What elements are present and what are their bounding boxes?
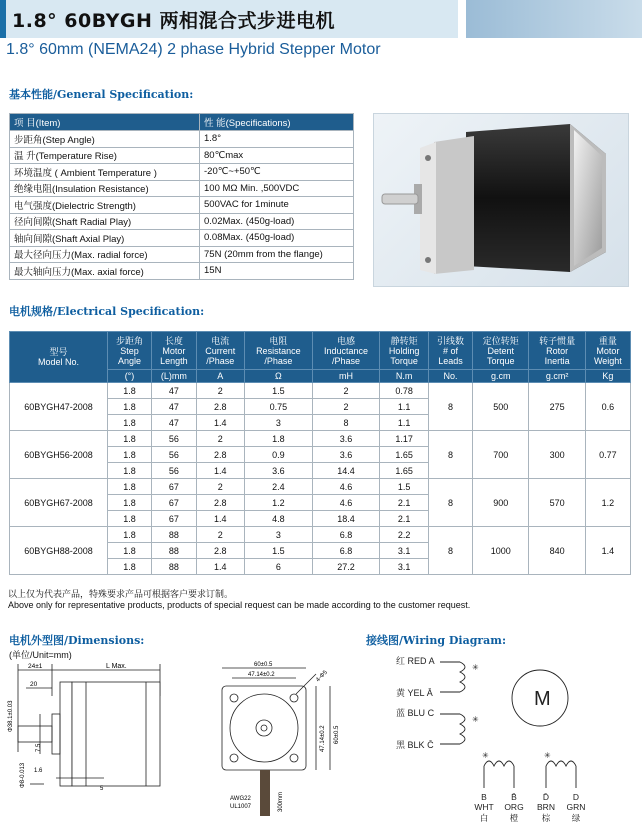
dim-ul: UL1007 bbox=[230, 804, 252, 810]
general-item-cell: 温 升(Temperature Rise) bbox=[10, 147, 200, 164]
bottom-sig-d: D bbox=[572, 792, 580, 802]
electrical-unit-cell: (L)mm bbox=[151, 370, 196, 383]
general-item-cell: 电气强度(Dielectric Strength) bbox=[10, 197, 200, 214]
bottom-cn-brn: 棕 bbox=[541, 813, 551, 823]
electrical-header-cell bbox=[108, 332, 152, 370]
electrical-header-line: /Phase bbox=[332, 355, 361, 366]
general-value-cell: 75N (20mm from the flange) bbox=[200, 246, 354, 263]
electrical-value-cell: 2.8 bbox=[196, 447, 244, 463]
wiring-dot-4: ✳ bbox=[544, 751, 551, 760]
electrical-value-cell: 1.1 bbox=[380, 415, 429, 431]
electrical-value-cell: 67 bbox=[151, 479, 196, 495]
model-header-en: Model No. bbox=[37, 357, 80, 367]
electrical-header-row bbox=[10, 332, 631, 370]
dimensions-heading: 电机外型图/Dimensions: bbox=[9, 634, 145, 647]
electrical-value-cell: 1.8 bbox=[108, 479, 152, 495]
bottom-en-org: ORG bbox=[504, 802, 524, 812]
lead-blu: 蓝 BLU C bbox=[396, 708, 435, 718]
electrical-header-line: 静转矩 bbox=[390, 335, 418, 346]
dim-h4714: 47.14±0.2 bbox=[320, 725, 326, 752]
electrical-header-line: 引线数 bbox=[437, 335, 465, 346]
electrical-value-cell: 1.8 bbox=[108, 415, 152, 431]
page-title: 1.8° 60BYGH 两相混合式步进电机 bbox=[12, 9, 336, 32]
lead-red: 红 RED A bbox=[396, 656, 435, 666]
dim-phi8: Φ8-0.013 bbox=[20, 762, 26, 788]
electrical-value-cell: 1.8 bbox=[108, 463, 152, 479]
electrical-header-line: Step bbox=[120, 345, 139, 356]
electrical-value-cell: 56 bbox=[151, 431, 196, 447]
electrical-value-cell: 2.8 bbox=[196, 543, 244, 559]
electrical-value-cell: 2 bbox=[312, 383, 379, 399]
electrical-header-cell bbox=[196, 332, 244, 370]
electrical-unit-cell: N.m bbox=[380, 370, 429, 383]
model-inertia-cell: 300 bbox=[529, 431, 585, 479]
general-value-cell: 500VAC for 1minute bbox=[200, 197, 354, 214]
electrical-header-line: Inertia bbox=[544, 355, 570, 366]
dim-w60: 60±0.5 bbox=[254, 662, 273, 668]
electrical-header-line: 定位转矩 bbox=[482, 335, 519, 346]
electrical-value-cell: 1.8 bbox=[108, 447, 152, 463]
general-spec-row bbox=[10, 164, 354, 181]
general-value-cell: 100 MΩ Min. ,500VDC bbox=[200, 180, 354, 197]
general-header-spec: 性 能(Specifications) bbox=[200, 114, 354, 131]
electrical-header-cell bbox=[380, 332, 429, 370]
electrical-value-cell: 4.6 bbox=[312, 479, 379, 495]
electrical-header-line: /Phase bbox=[264, 355, 293, 366]
electrical-value-cell: 2 bbox=[196, 431, 244, 447]
electrical-header-cell bbox=[585, 332, 630, 370]
bottom-cn-org: 橙 bbox=[509, 813, 519, 823]
electrical-value-cell: 1.17 bbox=[380, 431, 429, 447]
lead-yel: 黄 YEL Ā bbox=[396, 688, 433, 698]
electrical-value-cell: 1.4 bbox=[196, 511, 244, 527]
electrical-value-cell: 88 bbox=[151, 527, 196, 543]
electrical-unit-cell: g.cm² bbox=[529, 370, 585, 383]
motor-illustration bbox=[374, 114, 630, 288]
model-detent-cell: 1000 bbox=[473, 527, 529, 575]
model-inertia-cell: 570 bbox=[529, 479, 585, 527]
title-decor bbox=[466, 0, 642, 38]
electrical-unit-cell: Ω bbox=[244, 370, 312, 383]
bottom-en-brn: BRN bbox=[537, 802, 555, 812]
electrical-header-cell bbox=[312, 332, 379, 370]
general-item-cell: 环境温度 ( Ambient Temperature ) bbox=[10, 164, 200, 181]
electrical-header-line: # of bbox=[443, 345, 459, 356]
lead-blk: 黑 BLK C̄ bbox=[396, 740, 434, 750]
electrical-value-cell: 6 bbox=[244, 559, 312, 575]
electrical-value-cell: 1.5 bbox=[380, 479, 429, 495]
electrical-header-line: Length bbox=[160, 355, 188, 366]
electrical-value-cell: 0.9 bbox=[244, 447, 312, 463]
electrical-value-cell: 2 bbox=[196, 479, 244, 495]
electrical-value-cell: 2.2 bbox=[380, 527, 429, 543]
electrical-value-cell: 1.8 bbox=[108, 511, 152, 527]
general-spec-row bbox=[10, 213, 354, 230]
general-spec-row bbox=[10, 131, 354, 148]
model-cell: 60BYGH67-2008 bbox=[10, 479, 108, 527]
electrical-header-line: 转子惯量 bbox=[539, 335, 576, 346]
electrical-value-cell: 0.78 bbox=[380, 383, 429, 399]
general-item-cell: 径向间隙(Shaft Radial Play) bbox=[10, 213, 200, 230]
model-cell: 60BYGH88-2008 bbox=[10, 527, 108, 575]
model-weight-cell: 1.2 bbox=[585, 479, 630, 527]
electrical-value-cell: 88 bbox=[151, 559, 196, 575]
page-subtitle: 1.8° 60mm (NEMA24) 2 phase Hybrid Stepper Motor bbox=[6, 41, 381, 58]
electrical-value-cell: 6.8 bbox=[312, 527, 379, 543]
electrical-value-cell: 3 bbox=[244, 415, 312, 431]
electrical-header-line: Rotor bbox=[546, 345, 569, 356]
electrical-value-cell: 0.75 bbox=[244, 399, 312, 415]
electrical-row bbox=[10, 383, 631, 399]
electrical-value-cell: 3 bbox=[244, 527, 312, 543]
electrical-value-cell: 1.8 bbox=[108, 543, 152, 559]
dim-16: 1.6 bbox=[34, 768, 43, 774]
model-weight-cell: 0.6 bbox=[585, 383, 630, 431]
electrical-value-cell: 67 bbox=[151, 511, 196, 527]
electrical-value-cell: 2 bbox=[312, 399, 379, 415]
electrical-header-line: 电阻 bbox=[269, 335, 288, 346]
model-weight-cell: 0.77 bbox=[585, 431, 630, 479]
electrical-value-cell: 1.1 bbox=[380, 399, 429, 415]
bottom-cn-wht: 白 bbox=[479, 813, 489, 823]
electrical-spec-body bbox=[10, 383, 631, 575]
electrical-value-cell: 88 bbox=[151, 543, 196, 559]
dimension-drawing bbox=[0, 660, 360, 824]
electrical-header-line: Current bbox=[205, 345, 236, 356]
bottom-sig-b: B bbox=[481, 792, 487, 802]
model-detent-cell: 500 bbox=[473, 383, 529, 431]
general-value-cell: 15N bbox=[200, 263, 354, 280]
electrical-value-cell: 3.1 bbox=[380, 559, 429, 575]
general-spec-row bbox=[10, 147, 354, 164]
electrical-value-cell: 1.8 bbox=[108, 527, 152, 543]
electrical-header-line: 重量 bbox=[598, 335, 617, 346]
electrical-value-cell: 4.8 bbox=[244, 511, 312, 527]
electrical-value-cell: 1.8 bbox=[108, 399, 152, 415]
electrical-value-cell: 1.5 bbox=[244, 383, 312, 399]
electrical-header-line: Detent bbox=[487, 345, 514, 356]
electrical-header-line: 电感 bbox=[337, 335, 356, 346]
electrical-header-cell bbox=[244, 332, 312, 370]
electrical-spec-table bbox=[9, 331, 631, 575]
dim-75: 7.5 bbox=[36, 743, 42, 752]
wiring-dot-1: ✳ bbox=[472, 663, 479, 672]
title-bar bbox=[0, 0, 642, 38]
electrical-header-line: Inductance bbox=[324, 345, 369, 356]
general-item-cell: 步距角(Step Angle) bbox=[10, 131, 200, 148]
electrical-value-cell: 3.1 bbox=[380, 543, 429, 559]
electrical-value-cell: 1.8 bbox=[108, 431, 152, 447]
model-leads-cell: 8 bbox=[429, 479, 473, 527]
electrical-value-cell: 27.2 bbox=[312, 559, 379, 575]
electrical-value-cell: 4.6 bbox=[312, 495, 379, 511]
model-header-cn: 型号 bbox=[49, 347, 68, 357]
electrical-header-line: Torque bbox=[390, 355, 418, 366]
electrical-value-cell: 18.4 bbox=[312, 511, 379, 527]
electrical-value-cell: 3.6 bbox=[312, 431, 379, 447]
dim-l-max: L Max. bbox=[106, 663, 127, 670]
electrical-value-cell: 56 bbox=[151, 447, 196, 463]
model-leads-cell: 8 bbox=[429, 383, 473, 431]
dim-5: 5 bbox=[100, 786, 104, 792]
electrical-value-cell: 2 bbox=[196, 383, 244, 399]
electrical-row bbox=[10, 527, 631, 543]
wiring-diagram bbox=[360, 648, 642, 824]
model-cell: 60BYGH56-2008 bbox=[10, 431, 108, 479]
general-value-cell: 80℃max bbox=[200, 147, 354, 164]
electrical-value-cell: 1.2 bbox=[244, 495, 312, 511]
note-cn: 以上仅为代表产品，特殊要求产品可根据客户要求订制。 bbox=[8, 589, 234, 599]
electrical-value-cell: 1.4 bbox=[196, 415, 244, 431]
general-spec-heading: 基本性能/General Specification: bbox=[9, 88, 194, 101]
electrical-value-cell: 1.8 bbox=[108, 559, 152, 575]
electrical-unit-cell: No. bbox=[429, 370, 473, 383]
general-value-cell: 0.02Max. (450g-load) bbox=[200, 213, 354, 230]
electrical-header-line: Holding bbox=[388, 345, 420, 356]
general-value-cell: 1.8° bbox=[200, 131, 354, 148]
dim-holes: 4-Φ5 bbox=[315, 669, 329, 684]
wiring-dot-3: ✳ bbox=[482, 751, 489, 760]
electrical-value-cell: 14.4 bbox=[312, 463, 379, 479]
general-spec-table bbox=[9, 113, 354, 280]
general-item-cell: 绝缘电阻(Insulation Resistance) bbox=[10, 180, 200, 197]
electrical-value-cell: 2.4 bbox=[244, 479, 312, 495]
electrical-value-cell: 1.65 bbox=[380, 463, 429, 479]
general-item-cell: 轴向间隙(Shaft Axial Play) bbox=[10, 230, 200, 247]
electrical-unit-cell: Kg bbox=[585, 370, 630, 383]
general-spec-header-row bbox=[10, 114, 354, 131]
electrical-value-cell: 1.8 bbox=[244, 431, 312, 447]
electrical-value-cell: 2.8 bbox=[196, 495, 244, 511]
electrical-value-cell: 1.8 bbox=[108, 495, 152, 511]
bottom-cn-grn: 绿 bbox=[571, 813, 581, 823]
electrical-value-cell: 2.1 bbox=[380, 495, 429, 511]
electrical-header-cell bbox=[151, 332, 196, 370]
electrical-unit-cell: A bbox=[196, 370, 244, 383]
electrical-header-line: 长度 bbox=[164, 335, 183, 346]
general-spec-row bbox=[10, 246, 354, 263]
electrical-header-line: /Phase bbox=[206, 355, 235, 366]
electrical-value-cell: 6.8 bbox=[312, 543, 379, 559]
electrical-header-line: Motor bbox=[596, 345, 620, 356]
electrical-value-cell: 1.4 bbox=[196, 463, 244, 479]
electrical-value-cell: 1.65 bbox=[380, 447, 429, 463]
model-detent-cell: 900 bbox=[473, 479, 529, 527]
unit-note: (单位/Unit=mm) bbox=[9, 650, 72, 660]
dim-24: 24±1 bbox=[28, 663, 43, 670]
bottom-en-wht: WHT bbox=[474, 802, 494, 812]
electrical-header-line: Weight bbox=[593, 355, 622, 366]
electrical-row bbox=[10, 479, 631, 495]
general-spec-row bbox=[10, 197, 354, 214]
electrical-value-cell: 8 bbox=[312, 415, 379, 431]
bottom-sig-dbar: D̄ bbox=[542, 792, 550, 802]
electrical-header-line: Resistance bbox=[256, 345, 301, 356]
electrical-header-cell bbox=[429, 332, 473, 370]
model-cell: 60BYGH47-2008 bbox=[10, 383, 108, 431]
general-spec-row bbox=[10, 263, 354, 280]
electrical-row bbox=[10, 431, 631, 447]
general-item-cell: 最大轴向压力(Max. axial force) bbox=[10, 263, 200, 280]
electrical-header-line: Leads bbox=[438, 355, 463, 366]
bottom-en-grn: GRN bbox=[566, 802, 586, 812]
electrical-value-cell: 67 bbox=[151, 495, 196, 511]
dim-phi38: Φ38.1±0.03 bbox=[8, 700, 14, 732]
bottom-sig-bbar: B̄ bbox=[511, 792, 517, 802]
electrical-header-line: Angle bbox=[117, 355, 141, 366]
dim-20: 20 bbox=[30, 681, 38, 688]
wiring-heading: 接线图/Wiring Diagram: bbox=[366, 634, 507, 647]
wiring-dot-2: ✳ bbox=[472, 715, 479, 724]
electrical-header-line: 步距角 bbox=[115, 335, 143, 346]
electrical-unit-cell: mH bbox=[312, 370, 379, 383]
electrical-value-cell: 1.8 bbox=[108, 383, 152, 399]
electrical-value-cell: 1.5 bbox=[244, 543, 312, 559]
electrical-value-cell: 47 bbox=[151, 415, 196, 431]
model-header bbox=[10, 332, 108, 383]
model-inertia-cell: 840 bbox=[529, 527, 585, 575]
model-detent-cell: 700 bbox=[473, 431, 529, 479]
motor-photo bbox=[373, 113, 629, 287]
electrical-value-cell: 3.6 bbox=[244, 463, 312, 479]
electrical-value-cell: 3.6 bbox=[312, 447, 379, 463]
electrical-header-line: Torque bbox=[486, 355, 515, 366]
general-spec-body bbox=[10, 131, 354, 280]
note-en: Above only for representative products, products of special request can be made according to the customer request. bbox=[8, 600, 471, 610]
electrical-value-cell: 56 bbox=[151, 463, 196, 479]
general-spec-row bbox=[10, 230, 354, 247]
general-value-cell: 0.08Max. (450g-load) bbox=[200, 230, 354, 247]
dim-h60: 60±0.5 bbox=[334, 725, 340, 744]
dim-w4714: 47.14±0.2 bbox=[248, 672, 275, 678]
dim-awg: AWG22 bbox=[230, 796, 251, 802]
electrical-header-line: 电流 bbox=[211, 335, 230, 346]
electrical-value-cell: 47 bbox=[151, 399, 196, 415]
electrical-value-cell: 47 bbox=[151, 383, 196, 399]
electrical-value-cell: 2.1 bbox=[380, 511, 429, 527]
electrical-value-cell: 2 bbox=[196, 527, 244, 543]
electrical-header-cell bbox=[473, 332, 529, 370]
electrical-header-cell bbox=[529, 332, 585, 370]
electrical-value-cell: 2.8 bbox=[196, 399, 244, 415]
model-leads-cell: 8 bbox=[429, 527, 473, 575]
general-header-item: 项 目(Item) bbox=[10, 114, 200, 131]
dim-lead-len: 300mm bbox=[278, 791, 284, 812]
electrical-value-cell: 1.4 bbox=[196, 559, 244, 575]
title-box bbox=[0, 0, 458, 38]
electrical-spec-heading: 电机规格/Electrical Specification: bbox=[9, 305, 205, 318]
model-inertia-cell: 275 bbox=[529, 383, 585, 431]
general-value-cell: -20℃~+50℃ bbox=[200, 164, 354, 181]
electrical-unit-cell: (°) bbox=[108, 370, 152, 383]
general-item-cell: 最大径向压力(Max. radial force) bbox=[10, 246, 200, 263]
motor-symbol: M bbox=[534, 688, 551, 710]
electrical-unit-cell: g.cm bbox=[473, 370, 529, 383]
model-weight-cell: 1.4 bbox=[585, 527, 630, 575]
general-spec-row bbox=[10, 180, 354, 197]
electrical-header-line: Motor bbox=[162, 345, 186, 356]
model-leads-cell: 8 bbox=[429, 431, 473, 479]
